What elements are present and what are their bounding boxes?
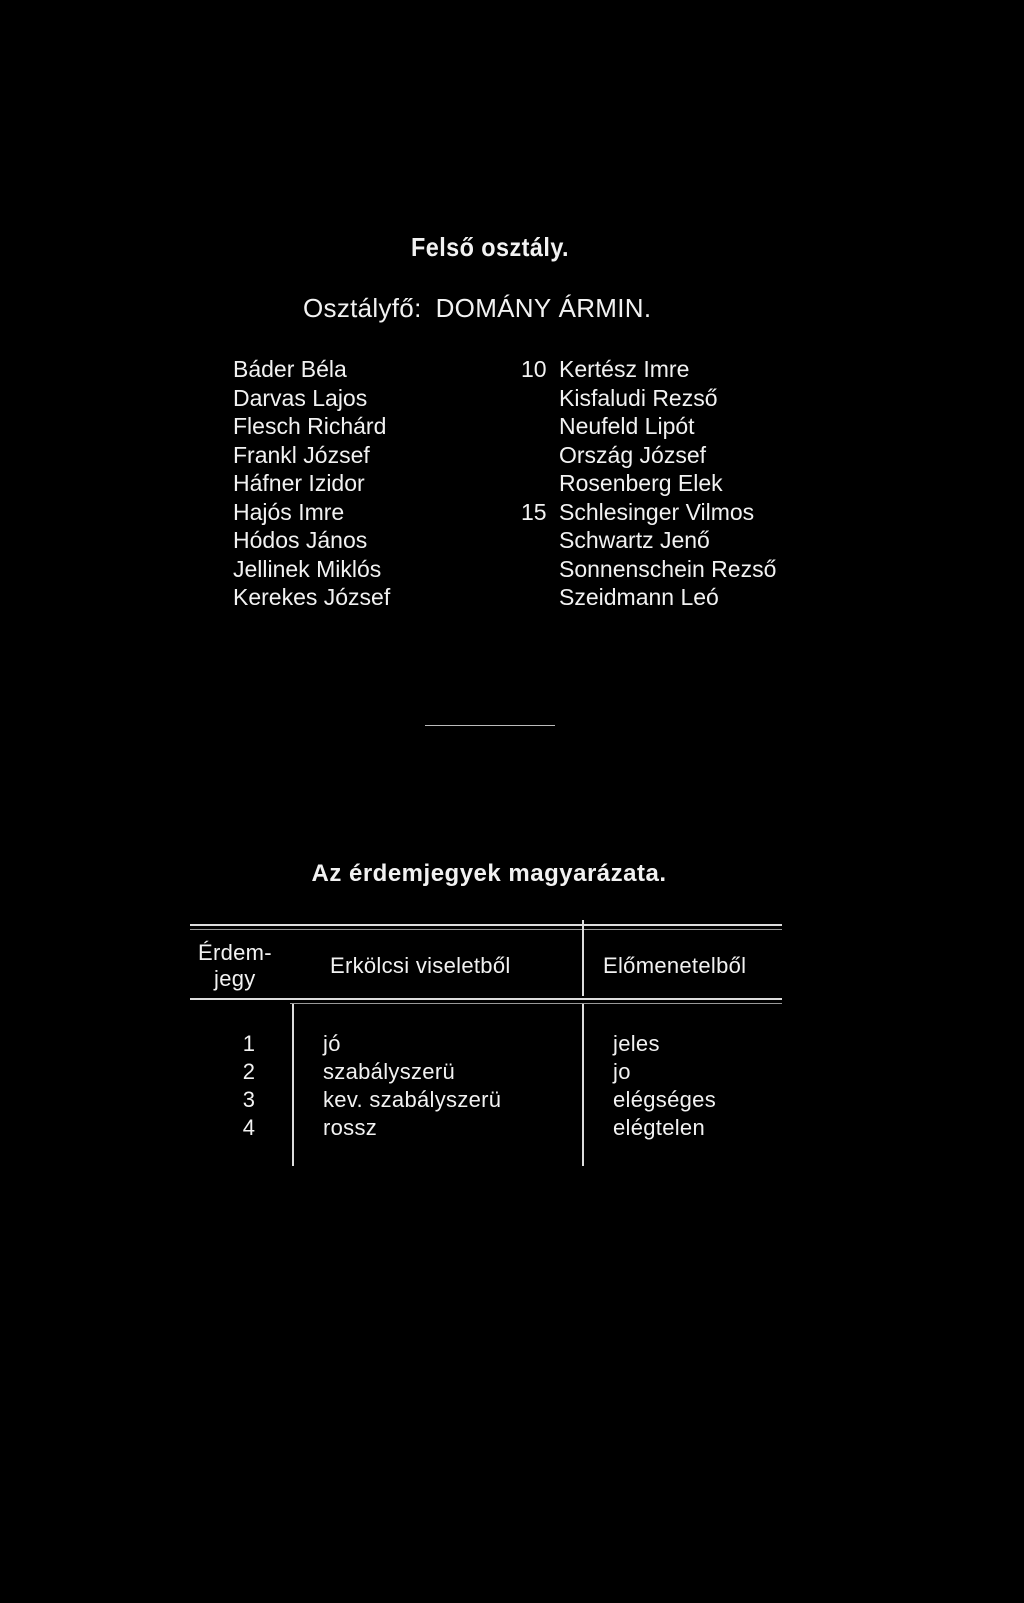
student-row — [521, 555, 776, 584]
grade-value: 2 — [242, 1059, 255, 1084]
conduct-value: rossz — [323, 1115, 378, 1140]
table-header-rule-inner — [290, 1003, 782, 1004]
student-name: Kerekes József — [233, 584, 391, 610]
column-header-grade: Érdem- jegy — [198, 940, 272, 991]
student-name: Háfner Izidor — [233, 470, 365, 496]
table-top-rule-inner — [190, 929, 782, 930]
progress-column — [613, 1030, 716, 1142]
conduct-value: szabályszerü — [323, 1059, 455, 1084]
student-row — [521, 384, 776, 413]
class-head-name: DOMÁNY ÁRMIN. — [435, 293, 652, 323]
student-name: Szeidmann Leó — [559, 584, 719, 610]
section-divider — [425, 725, 555, 726]
grade-value: 1 — [242, 1031, 255, 1056]
table-header-rule — [190, 998, 782, 1000]
page-title: Felső osztály. — [410, 232, 570, 262]
grade-column — [225, 1030, 255, 1142]
student-row — [521, 412, 776, 441]
student-name: Ország József — [559, 441, 706, 468]
student-row — [521, 526, 776, 555]
grade-value: 3 — [242, 1087, 255, 1112]
student-name: Sonnenschein Rezső — [559, 555, 777, 582]
student-name: Hódos János — [233, 527, 368, 553]
table-top-rule — [190, 924, 782, 926]
column-header-conduct: Erkölcsi viseletből — [330, 953, 511, 978]
progress-value: jeles — [613, 1031, 660, 1056]
student-row — [521, 583, 776, 612]
conduct-value: kev. szabályszerü — [323, 1087, 502, 1112]
student-row — [521, 441, 776, 470]
conduct-value: jó — [323, 1031, 341, 1056]
student-name: Frankl József — [233, 441, 370, 468]
student-list-left — [233, 355, 390, 612]
column-header-progress: Előmenetelből — [603, 953, 747, 978]
row-number: 15 — [521, 498, 547, 525]
student-list-right — [521, 355, 776, 612]
student-name: Schlesinger Vilmos — [559, 498, 755, 525]
table-col-divider-2 — [582, 1004, 584, 1166]
class-head-label: Osztályfő: — [303, 293, 422, 323]
row-number: 10 — [521, 356, 547, 382]
student-name: Schwartz Jenő — [559, 527, 710, 553]
student-row — [521, 469, 776, 498]
grades-title: Az érdemjegyek magyarázata. — [311, 860, 667, 887]
student-name: Kisfaludi Rezső — [559, 384, 718, 411]
student-name: Báder Béla — [233, 356, 347, 382]
student-name: Hajós Imre — [233, 498, 345, 525]
student-name: Neufeld Lipót — [559, 413, 695, 439]
student-name: Jellinek Miklós — [233, 555, 382, 582]
student-name: Darvas Lajos — [233, 384, 368, 411]
progress-value: elégséges — [613, 1087, 716, 1112]
student-name: Flesch Richárd — [233, 413, 387, 439]
student-name: Kertész Imre — [559, 356, 690, 382]
conduct-column — [323, 1030, 501, 1142]
progress-value: elégtelen — [613, 1115, 705, 1140]
progress-value: jo — [613, 1059, 631, 1084]
student-name: Rosenberg Elek — [559, 470, 723, 496]
table-col-divider-1 — [292, 1004, 294, 1166]
class-head-line — [303, 293, 651, 324]
student-row — [521, 355, 776, 384]
student-row — [521, 498, 776, 527]
grade-value: 4 — [242, 1115, 255, 1140]
table-header-divider — [582, 920, 584, 996]
